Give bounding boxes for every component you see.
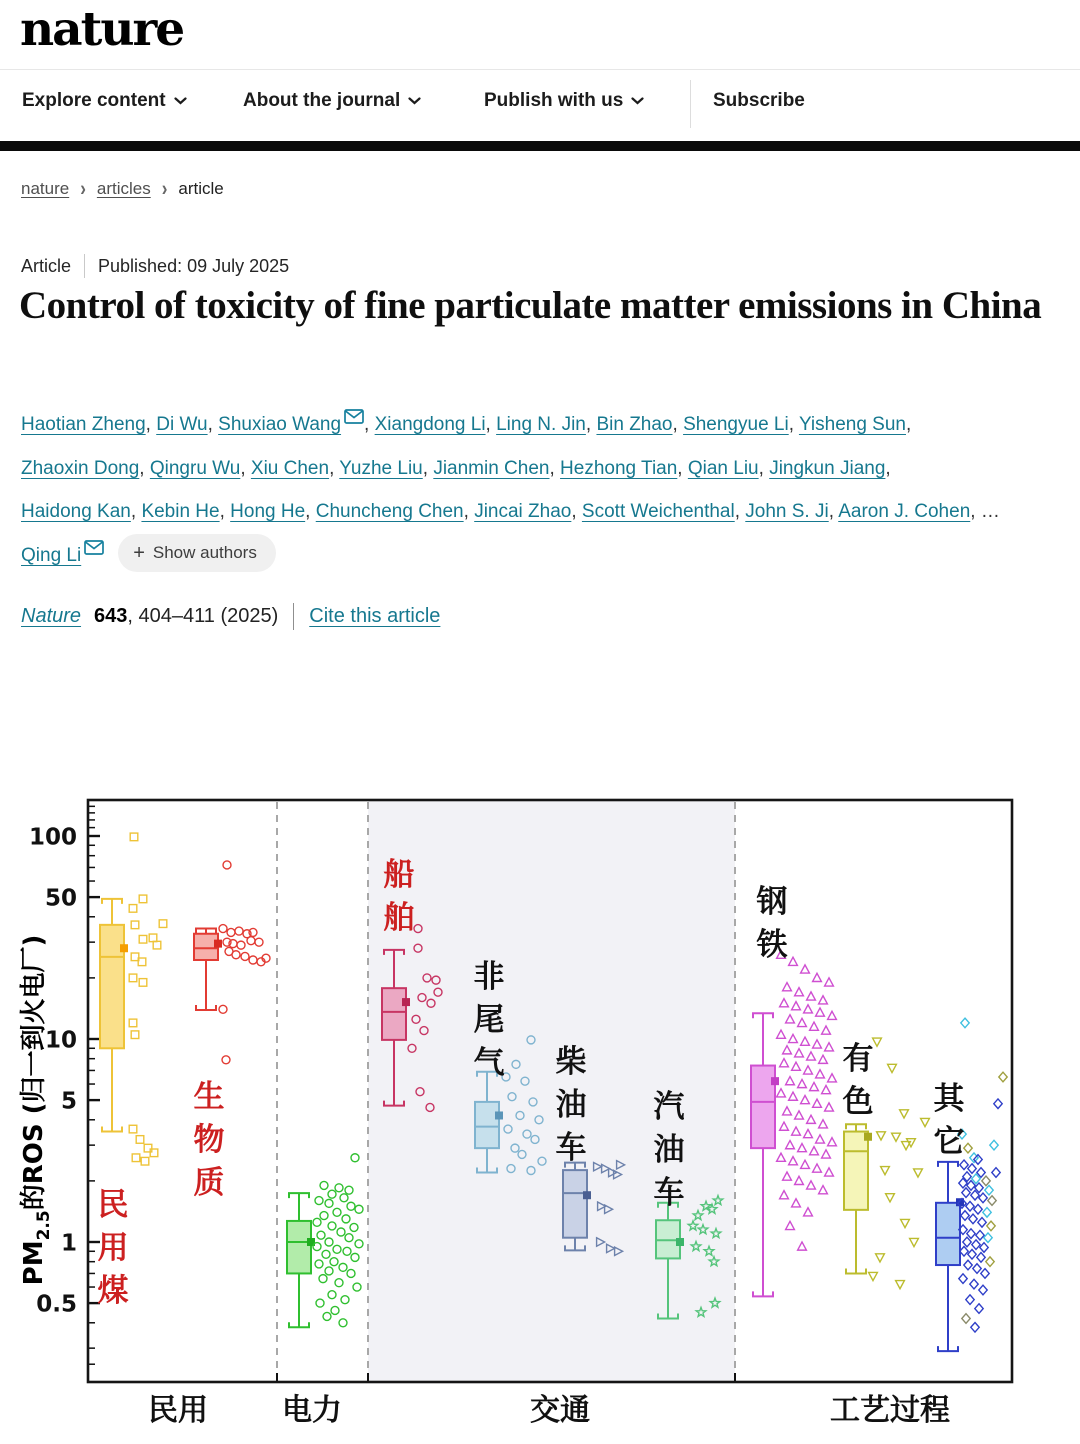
email-icon[interactable]	[344, 409, 364, 424]
mean-marker	[771, 1077, 779, 1085]
series-label: 尾	[473, 1002, 505, 1039]
breadcrumb-articles-link[interactable]: articles	[96, 179, 151, 198]
author-link[interactable]: Haotian Zheng	[21, 414, 146, 435]
series-label: 物	[193, 1122, 225, 1159]
series-biomass	[194, 861, 271, 1201]
author-link[interactable]: Yisheng Sun	[798, 414, 906, 435]
citation-pages: , 404–411 (2025)	[127, 605, 279, 627]
mean-marker	[583, 1191, 591, 1199]
mean-marker	[495, 1111, 503, 1119]
scatter-points	[219, 861, 270, 1064]
series-label: 其	[933, 1081, 965, 1118]
chevron-down-icon	[631, 97, 644, 105]
mean-marker	[402, 998, 410, 1006]
group-label: 民用	[148, 1393, 208, 1428]
breadcrumb-nature-link[interactable]: nature	[21, 179, 70, 198]
chevron-right-icon: ›	[161, 176, 168, 201]
citation-line	[21, 603, 440, 630]
article-type-label: Article	[21, 255, 72, 276]
authors-ellipsis: …	[980, 501, 1000, 522]
author-link[interactable]: Hezhong Tian	[560, 457, 678, 479]
series-label: 有	[842, 1041, 874, 1078]
mean-marker	[120, 944, 128, 952]
author-link[interactable]: Xiangdong Li	[374, 414, 486, 435]
series-label: 非	[473, 959, 505, 996]
y-tick-label: 5	[60, 1088, 77, 1115]
author-link[interactable]: Shengyue Li	[683, 414, 789, 435]
svg-text:PM2.5的ROS (归一到火电厂): $PM_{2.5}$的ROS (归一到火电厂)	[19, 934, 54, 1286]
nav-subscribe[interactable]	[713, 90, 805, 112]
series-label: 油	[653, 1132, 685, 1169]
box	[382, 988, 406, 1040]
group-label: 工艺过程	[830, 1393, 950, 1428]
series-label: 用	[97, 1230, 129, 1267]
citation-divider	[293, 603, 294, 630]
header-black-bar	[0, 141, 1080, 151]
series-label: 船	[383, 857, 415, 894]
author-link[interactable]: Qing Li	[21, 544, 82, 566]
show-authors-button[interactable]: + Show authors	[118, 534, 276, 572]
box	[563, 1170, 587, 1238]
nav-label: Subscribe	[713, 90, 805, 111]
breadcrumb-current: article	[178, 179, 224, 198]
y-tick-label: 10	[44, 1027, 77, 1054]
box	[475, 1102, 499, 1148]
author-link[interactable]: Qian Liu	[687, 457, 759, 479]
citation-volume: 643	[94, 605, 128, 627]
box	[287, 1221, 311, 1274]
author-link[interactable]: Shuxiao Wang	[218, 414, 342, 435]
series-label: 它	[933, 1124, 965, 1161]
email-icon[interactable]	[84, 540, 104, 555]
nav-label: Publish with us	[484, 90, 624, 111]
author-link[interactable]: Qingru Wu	[149, 457, 241, 479]
published-date: Published: 09 July 2025	[98, 255, 290, 276]
box	[936, 1203, 960, 1265]
scatter-points	[313, 1154, 363, 1327]
series-label: 煤	[97, 1273, 129, 1310]
author-link[interactable]: Aaron J. Cohen	[838, 501, 971, 522]
box	[100, 925, 124, 1048]
series-other	[934, 1018, 1008, 1351]
series-label: 柴	[555, 1044, 587, 1081]
series-nonferrous	[843, 1038, 930, 1289]
y-tick-label: 50	[44, 885, 77, 912]
nav-explore-content[interactable]	[22, 90, 187, 112]
mean-marker	[676, 1238, 684, 1246]
author-link[interactable]: Di Wu	[156, 414, 208, 435]
plus-icon: +	[133, 541, 145, 564]
group-label: 电力	[282, 1393, 342, 1428]
nav-about-journal[interactable]	[243, 90, 421, 112]
chevron-right-icon: ›	[80, 176, 86, 201]
series-steel	[751, 884, 836, 1296]
author-list: Haotian Zheng, Di Wu, Shuxiao Wang , Xiangdong Li, Ling N. Jin, Bin Zhao, Shengyue Li, Yisheng Sun, Zhaoxin Dong, Qingru Wu, Xiu Chen, Yuzhe Liu, Jianmin Chen, Hezhong Tian, Qian Liu, Jingkun Jiang, Haidong Kan, Kebin He, Hong He, Chuncheng Chen, Jincai Zhao, Scott Weichenthal, John S. Ji, Aaron J. Cohen, … Qing Li + Show authors	[21, 403, 1011, 577]
author-link[interactable]: Jingkun Jiang	[769, 457, 886, 479]
author-link[interactable]: Yuzhe Liu	[339, 457, 423, 479]
author-link[interactable]: Chuncheng Chen	[315, 501, 464, 522]
series-label: 民	[97, 1187, 129, 1224]
scatter-points	[958, 1018, 1007, 1332]
journal-link[interactable]: Nature	[21, 605, 82, 627]
figure-boxplot	[0, 780, 1080, 1439]
meta-divider	[84, 254, 85, 278]
series-label: 油	[555, 1087, 587, 1124]
author-link[interactable]: Kebin He	[141, 501, 220, 522]
nav-label: Explore content	[22, 90, 166, 111]
series-label: 气	[473, 1045, 505, 1082]
y-tick-label: 0.5	[36, 1291, 77, 1318]
author-link[interactable]: Bin Zhao	[596, 414, 673, 435]
author-link[interactable]: Jincai Zhao	[474, 501, 572, 522]
y-tick-label: 1	[60, 1230, 77, 1257]
article-meta	[21, 254, 289, 278]
nature-logo[interactable]: nature	[20, 2, 184, 57]
series-label: 色	[842, 1084, 874, 1121]
author-link[interactable]: Haidong Kan	[21, 501, 131, 522]
series-label: 生	[193, 1079, 225, 1116]
nav-publish-with-us[interactable]	[484, 90, 644, 112]
series-label: 钢	[756, 884, 788, 921]
author-link[interactable]: Jianmin Chen	[433, 457, 550, 479]
series-label: 铁	[756, 927, 788, 964]
author-link[interactable]: Ling N. Jin	[496, 414, 586, 435]
series-label: 舶	[383, 900, 415, 937]
header-divider	[0, 69, 1080, 70]
page-title: Control of toxicity of fine particulate matter emissions in China	[19, 284, 1042, 327]
author-link[interactable]: John S. Ji	[745, 501, 829, 522]
author-link[interactable]: Hong He	[230, 501, 306, 522]
y-axis-title	[19, 935, 54, 1286]
nav-label: About the journal	[243, 90, 401, 111]
author-link[interactable]: Xiu Chen	[250, 457, 330, 479]
nav-divider	[690, 80, 691, 128]
series-label: 车	[653, 1175, 685, 1212]
breadcrumb	[21, 176, 224, 201]
chevron-down-icon	[408, 97, 421, 105]
figure-svg	[0, 780, 1080, 1439]
box	[844, 1132, 868, 1210]
author-link[interactable]: Zhaoxin Dong	[21, 457, 140, 479]
series-residential-coal	[97, 833, 167, 1309]
scatter-points	[869, 1038, 930, 1289]
mean-marker	[864, 1133, 872, 1141]
series-power	[287, 1154, 363, 1328]
series-label: 汽	[653, 1089, 685, 1126]
scatter-points	[777, 950, 837, 1250]
series-label: 质	[193, 1165, 225, 1202]
y-tick-label: 100	[28, 824, 77, 851]
series-label: 车	[555, 1130, 587, 1167]
cite-this-article-link[interactable]: Cite this article	[309, 605, 441, 627]
chevron-down-icon	[174, 97, 187, 105]
author-link[interactable]: Scott Weichenthal	[581, 501, 735, 522]
scatter-points	[129, 833, 167, 1165]
group-label: 交通	[530, 1393, 590, 1428]
mean-marker	[214, 940, 222, 948]
